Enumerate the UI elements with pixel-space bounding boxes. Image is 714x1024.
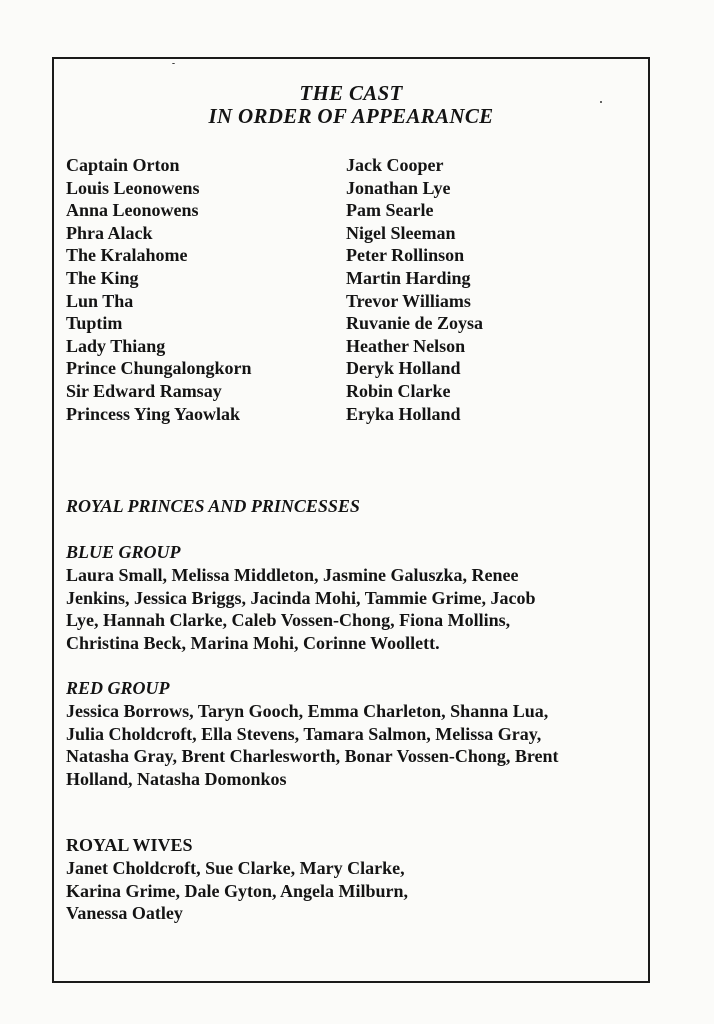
cast-list xyxy=(66,155,626,426)
actor-name: Peter Rollinson xyxy=(346,245,465,266)
role-name: The King xyxy=(66,267,139,288)
role-name: Phra Alack xyxy=(66,222,153,243)
blue-group-line: Laura Small, Melissa Middleton, Jasmine Galuszka, Renee xyxy=(66,565,519,585)
cast-row xyxy=(66,245,626,268)
royal-wives-names xyxy=(66,857,638,925)
royal-wives-line: Vanessa Oatley xyxy=(66,903,183,924)
royal-children-heading: ROYAL PRINCES AND PRINCESSES xyxy=(66,496,360,516)
blue-group-line: Jenkins, Jessica Briggs, Jacinda Mohi, Tammie Grime, Jacob xyxy=(66,587,536,608)
red-group-heading: RED GROUP xyxy=(66,678,170,698)
role-name: Sir Edward Ramsay xyxy=(66,380,222,401)
cast-row xyxy=(66,404,626,427)
role-name: The Kralahome xyxy=(66,245,188,266)
cast-title: THE CAST xyxy=(299,81,403,105)
cast-row xyxy=(66,155,626,178)
role-name: Captain Orton xyxy=(66,155,180,175)
print-speck xyxy=(600,101,602,103)
role-name: Lun Tha xyxy=(66,290,134,311)
actor-name: Ruvanie de Zoysa xyxy=(346,313,484,334)
royal-wives-heading: ROYAL WIVES xyxy=(66,835,193,855)
actor-name: Jack Cooper xyxy=(346,155,444,175)
actor-name: Trevor Williams xyxy=(346,290,471,311)
red-group-line: Julia Choldcroft, Ella Stevens, Tamara Salmon, Melissa Gray, xyxy=(66,723,542,744)
royal-wives-line: Janet Choldcroft, Sue Clarke, Mary Clarke, xyxy=(66,858,405,878)
cast-row xyxy=(66,313,626,336)
cast-row xyxy=(66,178,626,201)
actor-name: Nigel Sleeman xyxy=(346,222,456,243)
actor-name: Eryka Holland xyxy=(346,403,461,424)
actor-name: Heather Nelson xyxy=(346,335,466,356)
programme-page-frame xyxy=(52,57,650,983)
role-name: Tuptim xyxy=(66,313,123,334)
role-name: Lady Thiang xyxy=(66,335,166,356)
cast-row xyxy=(66,336,626,359)
role-name: Louis Leonowens xyxy=(66,177,200,198)
red-group-line: Natasha Gray, Brent Charlesworth, Bonar Vossen-Chong, Brent xyxy=(66,746,559,767)
cast-row xyxy=(66,291,626,314)
actor-name: Robin Clarke xyxy=(346,380,451,401)
actor-name: Pam Searle xyxy=(346,200,434,221)
cast-row xyxy=(66,381,626,404)
red-group-names xyxy=(66,700,638,790)
actor-name: Deryk Holland xyxy=(346,358,461,379)
red-group-line: Jessica Borrows, Taryn Gooch, Emma Charleton, Shanna Lua, xyxy=(66,701,549,721)
cast-row xyxy=(66,358,626,381)
cast-row xyxy=(66,200,626,223)
actor-name: Jonathan Lye xyxy=(346,177,451,198)
blue-group-heading: BLUE GROUP xyxy=(66,542,181,562)
blue-group-line: Lye, Hannah Clarke, Caleb Vossen-Chong, Fiona Mollins, xyxy=(66,610,511,631)
blue-group-names xyxy=(66,564,638,654)
red-group-line: Holland, Natasha Domonkos xyxy=(66,768,287,789)
cast-subtitle: IN ORDER OF APPEARANCE xyxy=(208,104,494,128)
role-name: Princess Ying Yaowlak xyxy=(66,403,241,424)
cast-row xyxy=(66,223,626,246)
print-speck xyxy=(172,63,175,64)
role-name: Prince Chungalongkorn xyxy=(66,358,252,379)
cast-row xyxy=(66,268,626,291)
royal-wives-line: Karina Grime, Dale Gyton, Angela Milburn, xyxy=(66,880,408,901)
blue-group-line: Christina Beck, Marina Mohi, Corinne Woollett. xyxy=(66,632,440,653)
actor-name: Martin Harding xyxy=(346,267,471,288)
role-name: Anna Leonowens xyxy=(66,200,199,221)
